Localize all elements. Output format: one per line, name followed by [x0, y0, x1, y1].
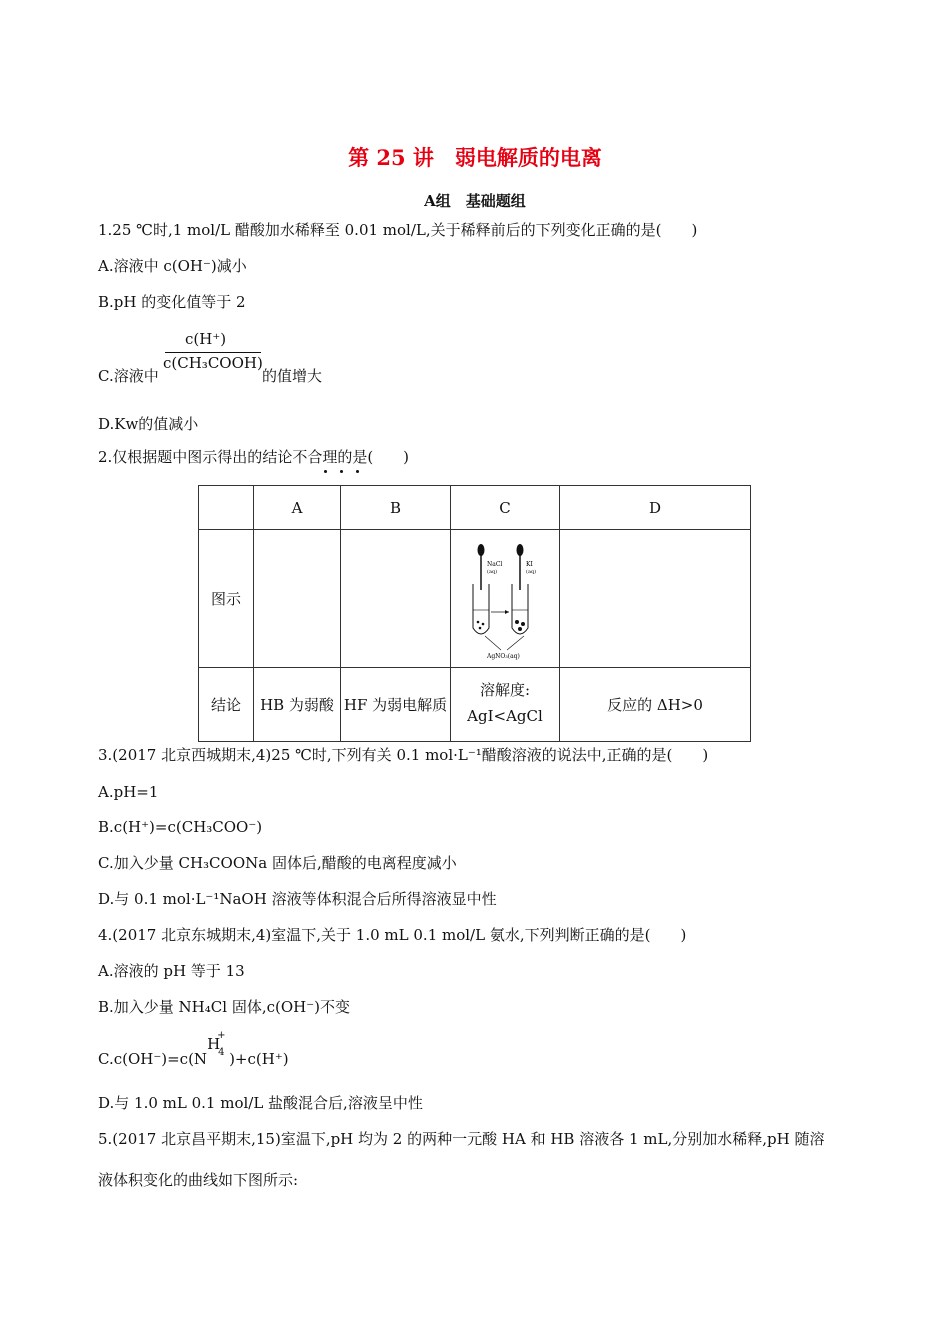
fraction-numerator: c(H⁺) — [185, 330, 227, 348]
conclusion-c-line2: AgI<AgCl — [467, 706, 543, 725]
q2-stem: 2.仅根据题中图示得出的结论不合理的是( ) — [98, 448, 410, 466]
ammonium-charge: + — [217, 1030, 226, 1041]
table-header-cell: B — [341, 486, 451, 530]
conclusion-cell-c — [451, 668, 560, 742]
q4-option-d: D.与 1.0 mL 0.1 mol/L 盐酸混合后,溶液呈中性 — [98, 1094, 423, 1112]
table-header-cell: D — [560, 486, 751, 530]
q4-option-c — [98, 1030, 289, 1069]
test-tube-diagram — [451, 532, 559, 662]
fraction-bar — [165, 352, 261, 353]
conclusion-cell-a: HB 为弱酸 — [254, 668, 341, 742]
q3-option-c: C.加入少量 CH₃COONa 固体后,醋酸的电离程度减小 — [98, 854, 457, 872]
table-row-figure — [199, 530, 751, 668]
figure-label: AgNO₃(aq) — [487, 652, 520, 660]
emphasis-dot — [356, 470, 359, 473]
figure-cell-a — [254, 530, 341, 668]
figure-label: (aq) — [487, 568, 498, 575]
conclusion-c-line1: 溶解度: — [479, 680, 531, 699]
q4-option-a: A.溶液的 pH 等于 13 — [98, 962, 245, 980]
ammonium-subscript: 4 — [218, 1047, 225, 1058]
table-row-label: 图示 — [199, 530, 254, 668]
q1-option-b: B.pH 的变化值等于 2 — [98, 293, 246, 311]
section-heading: A组 基础题组 — [424, 192, 526, 210]
q3-option-b: B.c(H⁺)=c(CH₃COO⁻) — [98, 818, 263, 836]
ammonium-h: H — [207, 1035, 221, 1053]
q1-option-d: D.Kw的值减小 — [98, 415, 199, 433]
q4-option-c-suffix: )+c(H⁺) — [229, 1050, 289, 1068]
table-row-label: 结论 — [199, 668, 254, 742]
q4-stem: 4.(2017 北京东城期末,4)室温下,关于 1.0 mL 0.1 mol/L 氨水,下列判断正确的是( ) — [98, 926, 687, 944]
conclusion-cell-b: HF 为弱电解质 — [341, 668, 451, 742]
table-row-conclusion — [199, 668, 751, 742]
table-header-cell: A — [254, 486, 341, 530]
conclusion-cell-d: 反应的 ΔH>0 — [560, 668, 751, 742]
emphasis-dot — [324, 470, 327, 473]
fraction-denominator: c(CH₃COOH) — [163, 354, 263, 372]
q1-option-a: A.溶液中 c(OH⁻)减小 — [98, 257, 247, 275]
q2-table — [198, 485, 751, 742]
q3-option-d: D.与 0.1 mol·L⁻¹NaOH 溶液等体积混合后所得溶液显中性 — [98, 890, 497, 908]
q4-option-b: B.加入少量 NH₄Cl 固体,c(OH⁻)不变 — [98, 998, 350, 1016]
ammonium-formula — [207, 1030, 229, 1064]
figure-label: KI — [526, 560, 533, 568]
table-header-row — [199, 486, 751, 530]
q1-option-c-prefix: C.溶液中 — [98, 367, 159, 385]
q5-stem-line2: 液体积变化的曲线如下图所示: — [98, 1171, 299, 1189]
figure-cell-d — [560, 530, 751, 668]
page-title: 第 25 讲 弱电解质的电离 — [348, 145, 602, 170]
q1-stem: 1.25 ℃时,1 mol/L 醋酸加水稀释至 0.01 mol/L,关于稀释前后的下列变化正确的是( ) — [98, 221, 698, 239]
emphasis-dot — [340, 470, 343, 473]
q5-stem-line1: 5.(2017 北京昌平期末,15)室温下,pH 均为 2 的两种一元酸 HA 和 HB 溶液各 1 mL,分别加水稀释,pH 随溶 — [98, 1130, 825, 1148]
figure-label: NaCl — [487, 560, 503, 568]
q3-option-a: A.pH=1 — [98, 783, 159, 801]
figure-label: (aq) — [526, 568, 537, 575]
table-header-cell: C — [451, 486, 560, 530]
table-header-cell — [199, 486, 254, 530]
figure-cell-b — [341, 530, 451, 668]
q3-stem: 3.(2017 北京西城期末,4)25 ℃时,下列有关 0.1 mol·L⁻¹醋酸溶液的说法中,正确的是( ) — [98, 746, 709, 764]
q1-option-c-suffix: 的值增大 — [262, 367, 323, 385]
figure-cell-c — [451, 530, 560, 668]
q4-option-c-prefix: C.c(OH⁻)=c(N — [98, 1050, 208, 1068]
